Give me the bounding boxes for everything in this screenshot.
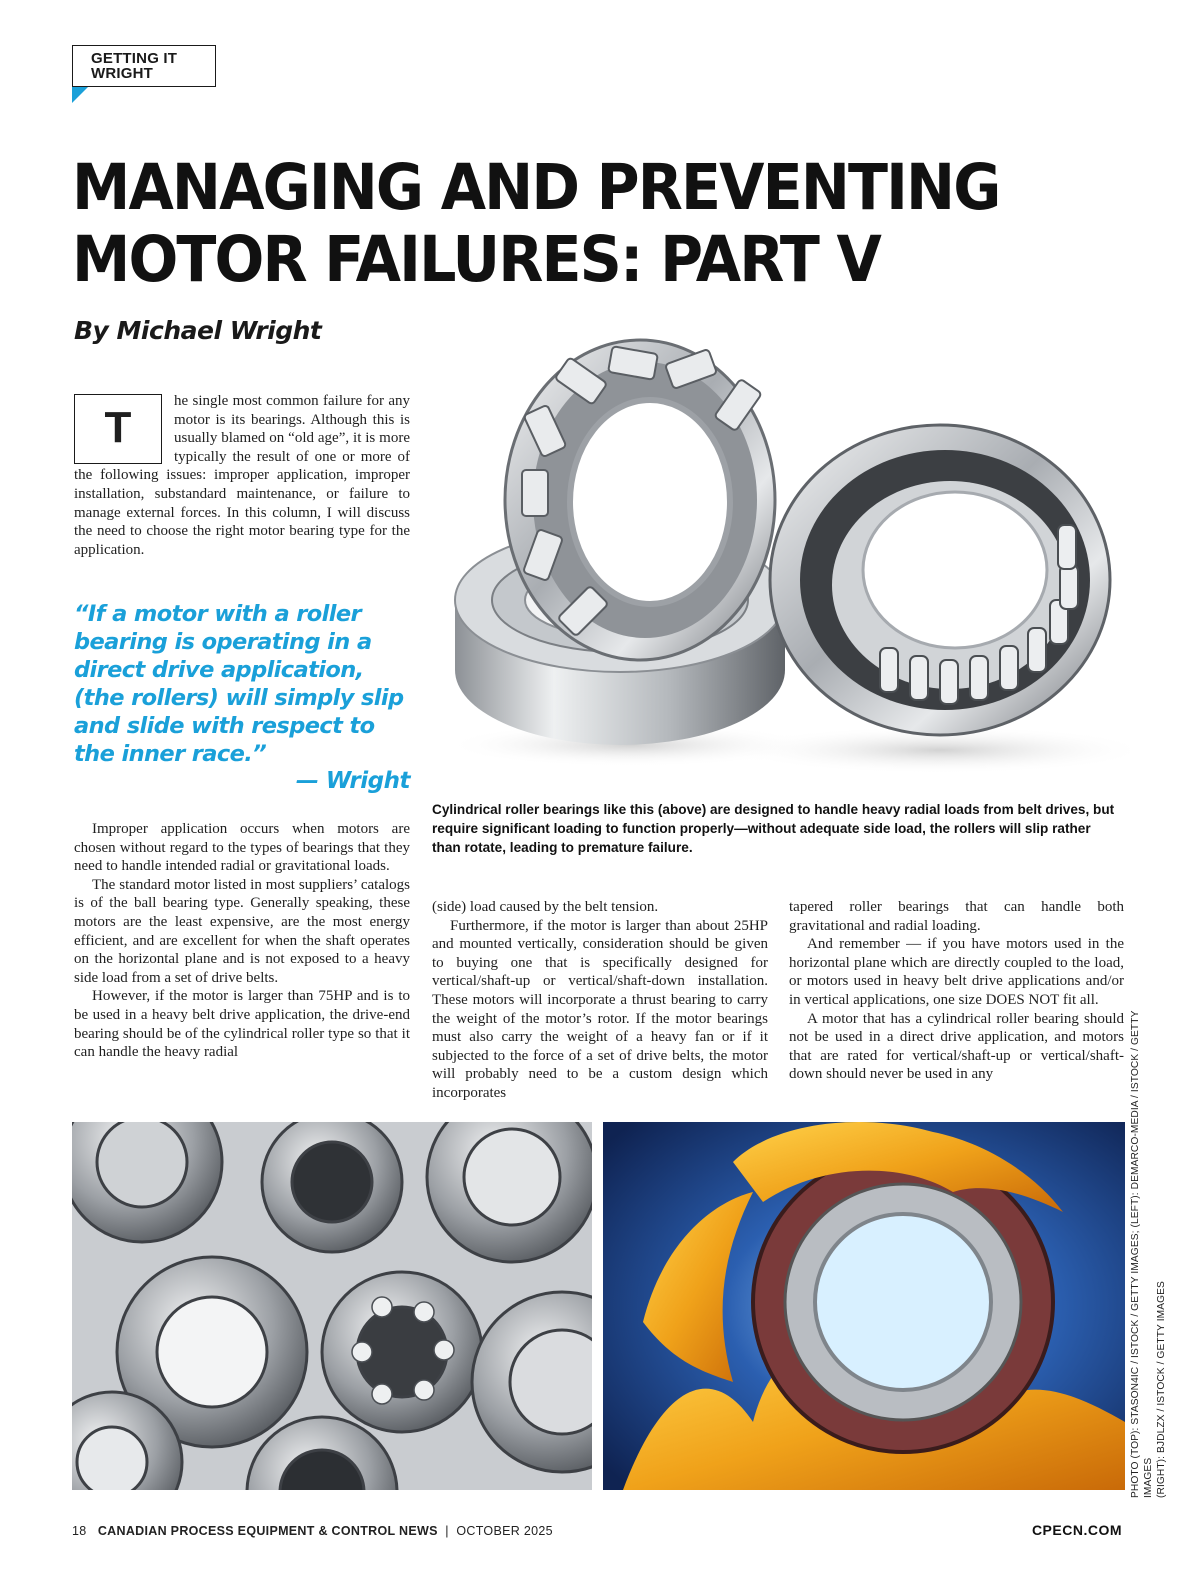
website-link[interactable]: CPECN.COM (1031, 1522, 1122, 1538)
footer-separator: | (445, 1524, 449, 1538)
drop-cap: T (74, 394, 162, 464)
issue-date: OCTOBER 2025 (456, 1524, 553, 1538)
photo-assorted-bearings (72, 1122, 592, 1490)
hero-bearings-illustration (440, 330, 1130, 800)
pull-quote: “If a motor with a roller bearing is operating in a direct drive application, (the rollers) will simply slip and slide with respect to the inner race.” (74, 601, 404, 767)
pull-quote-attribution: — Wright (295, 768, 410, 794)
body-column-2 (432, 898, 768, 1103)
article-headline (72, 152, 1058, 296)
publication-name: CANADIAN PROCESS EQUIPMENT & CONTROL NEWS (97, 1524, 438, 1538)
headline-line1: MANAGING AND PREVENTING (72, 151, 1000, 224)
col3-paragraph-2: And remember — if you have motors used in the horizontal plane which are directly coupled to the load, or motors used in heavy belt drive applications and/or in vertical applications, one size DOES NOT fit all. (789, 936, 1124, 1008)
section-tag-line1: GETTING IT (91, 50, 178, 67)
col1-paragraph-3: However, if the motor is larger than 75HP and is to be used in a heavy belt drive application, the drive-end bearing should be of the cylindrical roller type so that it can handle the heavy radial (74, 988, 410, 1061)
col1-paragraph-2: The standard motor listed in most suppliers’ catalogs is of the ball bearing type. Generally speaking, these motors are the least expensive, are the most energy efficient, and are excellent for when the shaft operates on the horizontal plane and is not exposed to a heavy side load from a set of drive belts. (74, 876, 410, 986)
col2-paragraph-2: Furthermore, if the motor is larger than about 25HP and mounted vertically, consideration should be given to buying one that is specifically designed for vertical/shaft-up or vertical/shaft-down installation. These motors will incorporate a thrust bearing to carry the weight of the motor’s rotor. If the motor bearings must also carry the weight of a heavy fan or if it subjected to the force of a set of drive belts, the motor will probably need to be a custom design which incorporates (432, 917, 768, 1101)
grease-bearing-illustration (603, 1122, 1125, 1490)
page-number: 18 (72, 1524, 87, 1538)
assorted-bearings-illustration (72, 1122, 592, 1490)
photo-bearing-grease (603, 1122, 1125, 1490)
col3-paragraph-1: tapered roller bearings that can handle both gravitational and radial loading. (789, 899, 1124, 934)
byline: By Michael Wright (74, 316, 322, 345)
hero-photo-bearings (440, 330, 1130, 800)
col2-paragraph-1: (side) load caused by the belt tension. (432, 899, 659, 915)
intro-paragraph (74, 392, 410, 559)
photo-credit-line2: (RIGHT): BJDLZX / ISTOCK / GETTY IMAGES (1156, 1281, 1167, 1498)
body-column-3 (789, 898, 1124, 1084)
section-tag (72, 45, 216, 87)
photo-credit (1129, 968, 1168, 1498)
photo-credit-line1: PHOTO (TOP): STASON4IC / ISTOCK / GETTY IMAGES; (LEFT): DEMARCO-MEDIA / ISTOCK / GETTY IMAGES (1130, 1010, 1154, 1498)
section-tag-corner-accent (72, 87, 88, 103)
intro-text: he single most common failure for any motor is its bearings. Although this is usually blamed on “old age”, it is more typically the result of one or more of the following issues: improper application, improper installation, substandard maintenance, or failure to manage external forces. In this column, I will discuss the need to choose the right motor bearing type for the application. (74, 393, 410, 558)
col1-paragraph-1: Improper application occurs when motors are chosen without regard to the types of bearings that they need to handle intended radial or gravitational loads. (74, 821, 410, 875)
col3-paragraph-3: A motor that has a cylindrical roller bearing should not be used in a direct drive application, and motors that are rated for vertical/shaft-up or vertical/shaft-down should never be used in any (789, 1010, 1124, 1083)
page-footer (72, 1524, 553, 1538)
section-tag-line2: WRIGHT (91, 65, 154, 82)
body-column-1 (74, 820, 410, 1062)
headline-line2: MOTOR FAILURES: PART V (72, 223, 881, 296)
hero-photo-caption: Cylindrical roller bearings like this (above) are designed to handle heavy radial loads from belt drives, but require significant loading to function properly—without adequate side load, the rollers will slip rather than rotate, leading to premature failure. (432, 802, 1115, 855)
